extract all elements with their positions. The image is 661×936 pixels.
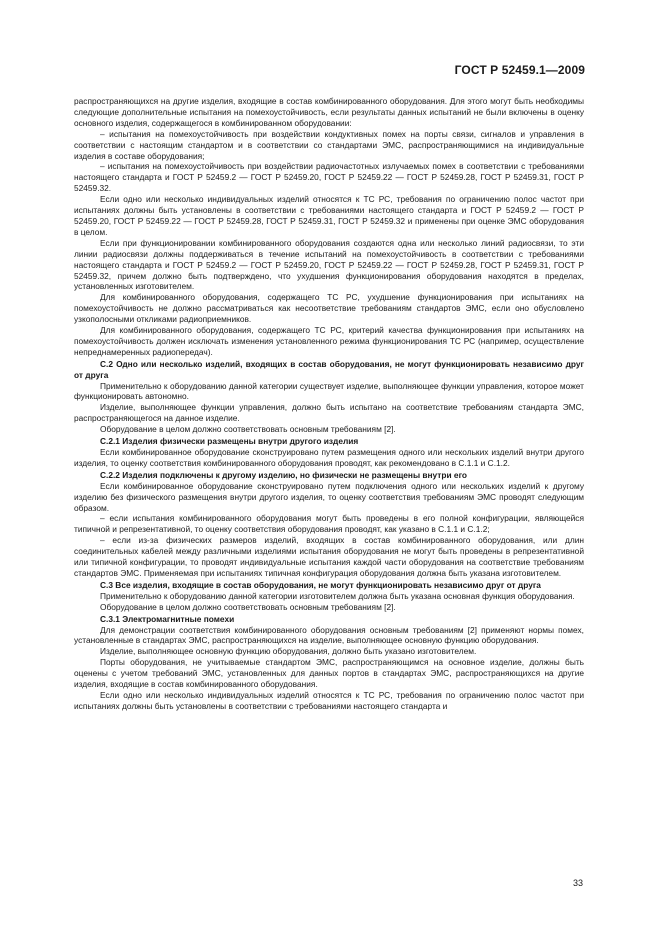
paragraph: – испытания на помехоустойчивость при воздействии радиочастотных излучаемых помех в соответствии с требованиями настоящего стандарта и ГОСТ Р 52459.2 — ГОСТ Р 52459.20, ГОСТ Р 52459.22 — ГОСТ Р 52459.28, ГОСТ Р 52459.31, ГОСТ Р 52459.32. [74, 161, 584, 194]
paragraph: Если одно или несколько индивидуальных изделий относятся к ТС РС, требования по ограничению полос частот при испытаниях должны быть установлены в соответствии с требованиями настоящего стандарта и [74, 689, 584, 711]
document-header: ГОСТ Р 52459.1—2009 [454, 63, 585, 77]
paragraph: Применительно к оборудованию данной категории изготовителем должна быть указана основная функция оборудования. [100, 590, 575, 601]
paragraph: Для комбинированного оборудования, содержащего ТС РС, ухудшение функционирования при испытаниях на помехоустойчивость не должно рассматриваться как несоответствие требованиям стандартов ЭМС, если оно обусловлено узкополосными откликами радиоприемников. [74, 292, 584, 325]
paragraph: Если комбинированное оборудование сконструировано путем подключения одного или нескольких изделий к другому изделию без физического размещения внутри другого изделия, то оценку соответствия требованиям ЭМС проводят следующим образом. [74, 480, 584, 513]
paragraph: Порты оборудования, не учитываемые стандартом ЭМС, распространяющимся на основное изделие, должны быть оценены с учетом требований ЭМС, установленных для данных портов в стандартах ЭМС, распространяющихся на другие изделия, входящие в состав комбинированного оборудования. [74, 657, 584, 690]
paragraph: Изделие, выполняющее основную функцию оборудования, должно быть указано изготовителем. [100, 646, 477, 657]
paragraph: распространяющихся на другие изделия, входящие в состав комбинированного оборудования. Для этого могут быть необходимы следующие дополнительные испытания на помехоустойчивость, если результаты данных испытаний не были включены в оценку основного изделия, содержащегося в комбинированном оборудовании: [74, 96, 584, 128]
paragraph: Изделие, выполняющее функции управления, должно быть испытано на соответствие требованиям стандарта ЭМС, распространяющегося на данное изделие. [74, 402, 584, 424]
section-heading: С.2.1 Изделия физически размещены внутри другого изделия [100, 436, 359, 447]
paragraph: – если испытания комбинированного оборудования могут быть проведены в его полной конфигурации, являющейся типичной и репрезентативной, то оценку соответствия оборудования проводят, как указано в С.1.1 и С.1.2; [74, 513, 584, 535]
paragraph: Оборудование в целом должно соответствовать основным требованиям [2]. [100, 601, 396, 612]
section-heading: С.2.2 Изделия подключены к другому изделию, но физически не размещены внутри его [100, 469, 468, 480]
paragraph: Для комбинированного оборудования, содержащего ТС РС, критерий качества функционирования при испытаниях на помехоустойчивость должен исключать изменения установленного режима функционирования ТС РС (например, осуществление непреднамеренных радиопередач). [74, 325, 584, 357]
paragraph: Если комбинированное оборудование сконструировано путем размещения одного или нескольких изделий внутри другого изделия, то оценку соответствия комбинированного оборудования проводят, как рекомендовано в С.1.1 и С.1.2. [74, 447, 584, 468]
paragraph: Если одно или несколько индивидуальных изделий относятся к ТС РС, требования по ограничению полос частот при испытаниях должны быть установлены в соответствии с требованиями настоящего стандарта и ГОСТ Р 52459.2 — ГОСТ Р 52459.20, ГОСТ Р 52459.22 — ГОСТ Р 52459.28, ГОСТ Р 52459.31, ГОСТ Р 52459.32 и применены при оценке ЭМС оборудования в целом. [74, 194, 584, 237]
page-number: 33 [572, 878, 583, 888]
paragraph: Для демонстрации соответствия комбинированного оборудования основным требованиям [2] применяют нормы помех, установленные в стандартах ЭМС, распространяющихся на изделие, выполняющее основную функцию оборудования. [74, 624, 584, 646]
section-heading: С.3 Все изделия, входящие в состав оборудования, не могут функционировать независимо друг от друга [100, 579, 541, 590]
document-body [74, 96, 584, 712]
paragraph: Применительно к оборудованию данной категории существует изделие, выполняющее функции управления, которое может функционировать автономно. [74, 380, 584, 402]
section-heading: С.3.1 Электромагнитные помехи [100, 613, 235, 624]
paragraph: Оборудование в целом должно соответствовать основным требованиям [2]. [100, 424, 396, 435]
paragraph: – испытания на помехоустойчивость при воздействии кондуктивных помех на порты связи, сигналов и управления в соответствии с настоящим стандартом и в соответствии со стандартами ЭМС, распространяющимися на индивидуальные изделия в составе оборудования; [74, 128, 584, 161]
paragraph: – если из-за физических размеров изделий, входящих в состав комбинированного оборудования, или длин соединительных кабелей между различными изделиями испытания оборудования не могут быть проведены в репрезентативной или типичной конфигурации, то проводят индивидуальные испытания каждой части оборудования на соответствие требованиям стандартов ЭМС. Применяемая при испытаниях типичная конфигурация оборудования должна быть указана изготовителем. [74, 535, 584, 578]
section-heading: С.2 Одно или несколько изделий, входящих в состав оборудования, не могут функционировать независимо друг от друга [74, 358, 584, 380]
paragraph: Если при функционировании комбинированного оборудования создаются одна или несколько линий радиосвязи, то эти линии радиосвязи должны поддерживаться в течение испытаний на помехоустойчивость в соответствии с требованиями настоящего стандарта и ГОСТ Р 52459.2 — ГОСТ Р 52459.20, ГОСТ Р 52459.22 — ГОСТ Р 52459.28, ГОСТ Р 52459.31, ГОСТ Р 52459.32, причем должно быть подтверждено, что ухудшения функционирования оборудования находятся в пределах, установленных изготовителем. [74, 237, 584, 292]
